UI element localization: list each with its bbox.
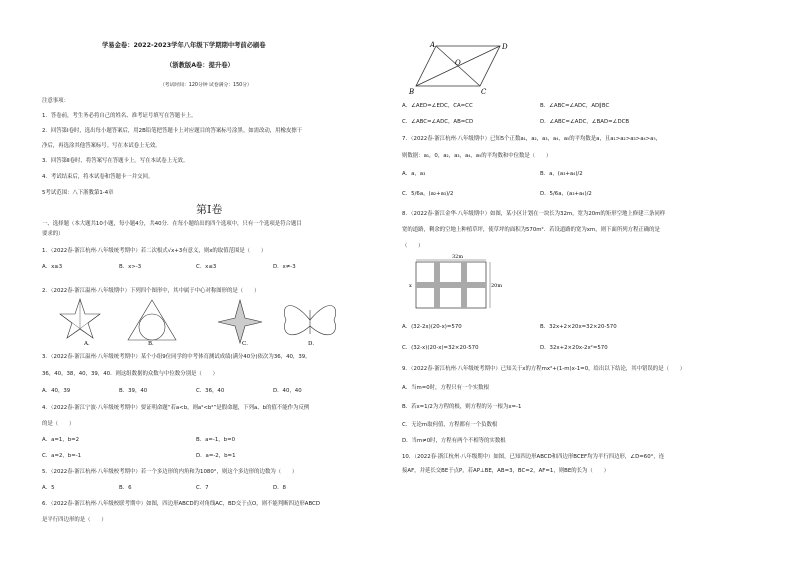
page-subtitle: （浙教版A卷：提升卷） — [166, 62, 234, 69]
label-a: A — [430, 41, 436, 49]
q5-option-c: C．7 — [196, 485, 209, 491]
q8-option-b: B．32x+2×20x=32×20-570 — [540, 324, 617, 330]
question-8-cont: 宽的道路，剩余的空地上种植草坪，使草坪的面积为570m²．若设道路的宽为xm，则下面所列方程正确的是 — [402, 227, 660, 233]
question-4-cont: 的是（ ） — [42, 421, 75, 427]
q6-option-d: D．∠ABC=∠ADC，∠BAD=∠DCB — [540, 119, 630, 125]
q4-option-b: B．a=-1，b=0 — [196, 437, 236, 443]
note-item: 4．考试结束后，将本试卷和答题卡一并交回。 — [42, 174, 154, 180]
q3-option-d: D．40，40 — [273, 388, 302, 394]
question-1: 1．（2022春·浙江杭州·八年级统考期中）若二次根式√x+3有意义，则x的取值范围是（ ） — [42, 248, 267, 254]
question-7-cont: 则数据：a₁，0，a₂，a₃，a₄，a₅的平均数和中位数是（ ） — [402, 153, 552, 159]
q3-option-c: C．36，40 — [196, 388, 225, 394]
q1-option-a: A．x≥3 — [42, 264, 63, 270]
question-5: 5．（2022春·浙江杭州·八年级校考期中）若一个多边形的内角和为1080°，则这个多边形的边数为（ ） — [42, 469, 298, 475]
note-item: 5考试范围：八下浙教第1-4章 — [42, 190, 114, 196]
q2-option-b: B． — [148, 341, 158, 346]
q9-option-c: C．无论m取何值，方程都有一个负数根 — [402, 422, 498, 428]
q8-road-figure — [404, 252, 504, 314]
four-point-star-figure — [218, 300, 262, 343]
label-b: B — [409, 88, 415, 96]
q5-option-b: B．6 — [119, 485, 132, 491]
q5-option-a: A．5 — [42, 485, 55, 491]
question-10: 10．（2022春·浙江杭州·八年级期中）如图，已知四边形ABCD和四边形BCEF均为平行四边形，∠D=60°，连 — [402, 454, 665, 460]
fig-width-label: 20m — [491, 283, 503, 289]
question-9: 9．（2022春·浙江杭州·八年级统考期中）已知关于x的方程mx²+(1-m)x-1=0，给出以下结论，其中错误的是（ ） — [402, 366, 686, 372]
question-8: 8．（2022春·浙江金华·八年级期中）如图，某小区计划在一块长为32m，宽为20m的矩形空地上修建三条同样 — [402, 211, 666, 217]
page-title: 学易金卷：2022-2023学年八年级下学期期中考前必刷卷 — [102, 42, 266, 49]
q6-parallelogram-figure — [404, 38, 514, 96]
q2-option-a: A． — [84, 341, 94, 346]
question-8-cont2: （ ） — [402, 243, 424, 249]
section-title: 第Ⅰ卷 — [196, 203, 223, 216]
q8-option-d: D．32x+2×20x-2x²=570 — [540, 345, 608, 351]
q6-option-b: B．∠ABC=∠ADC，AD∥BC — [540, 103, 610, 109]
question-6: 6．（2022春·浙江杭州·八年级校联考期中）如图，四边形ABCD的对角线AC，BD交于点O，则不能判断四边形ABCD — [42, 501, 320, 507]
q7-option-a: A．a，a₃ — [402, 171, 426, 177]
q2-figures — [40, 296, 360, 346]
question-2: 2．（2022春·浙江温州·八年级期中）下列四个图形中，其中属于中心对称图形的是（ ） — [42, 288, 260, 294]
question-4: 4．（2022春·浙江宁波·八年级统考期中）要证明命题“若a<b，则a²<b²”是假命题，下列a、b的值不能作为反例 — [42, 405, 310, 411]
q3-option-a: A．40，39 — [42, 388, 71, 394]
q4-option-d: D．a=-2，b=1 — [196, 453, 236, 459]
q6-option-a: A．∠AED=∠EDC，CA=CC — [402, 103, 473, 109]
label-c: C — [481, 88, 487, 96]
question-6-cont: 是平行四边形的是（ ） — [42, 517, 107, 523]
note-item: 1．答卷前，考生务必将自己的姓名、准考证号填写在答题卡上。 — [42, 113, 197, 119]
notes-heading: 注意事项： — [42, 98, 69, 104]
q2-option-d: D． — [308, 341, 318, 346]
q8-option-a: A．(32-2x)(20-x)=570 — [402, 324, 462, 330]
question-10-cont: 接AF，并延长交BE于点P，若AP⊥BE，AB=3，BC=2，AF=1，则BE的长为（ ） — [402, 468, 609, 474]
q3-option-b: B．39，40 — [119, 388, 148, 394]
section-intro: 要求的） — [42, 231, 64, 237]
question-3-cont: 36，40，38，40，39，40．则这组数据的众数与中位数分别是（ ） — [42, 371, 218, 377]
label-o: O — [455, 59, 461, 67]
q7-option-d: D．5/6a，(a₃+a₄)/2 — [540, 191, 592, 197]
note-item: 净后，再选涂其他答案标号。写在本试卷上无效。 — [42, 143, 161, 149]
q6-option-c: C．∠ABC=∠ADC，AB=CD — [402, 119, 474, 125]
q1-option-b: B．x>-3 — [119, 264, 142, 270]
label-d: D — [502, 43, 508, 51]
exam-meta: （考试时间：120分钟 试卷满分：150分） — [160, 83, 252, 88]
q1-option-d: D．x≠-3 — [273, 264, 296, 270]
question-3: 3．（2022春·浙江温州·八年级统考期中）某个小组9位同学的中考体育测试成绩(满分40分)依次为36，40，39， — [42, 354, 311, 360]
q2-option-c: C． — [242, 341, 252, 346]
q1-option-c: C．x≤3 — [196, 264, 217, 270]
question-7: 7．（2022春·浙江杭州·八年级期中）已知5个正数a₁，a₂，a₃，a₄，a₅的平均数是a，且a₁>a₂>a₃>a₄>a₅， — [402, 136, 662, 142]
note-item: 2．回答第Ⅰ卷时，选出每小题答案后，用2B铅笔把答题卡上对应题目的答案标号涂黑。如需改动，用橡皮擦干 — [42, 128, 303, 134]
fig-x-label: x — [409, 283, 412, 289]
q8-option-c: C．(32-x)(20-x)=32×20-570 — [402, 345, 479, 351]
butterfly-figure — [284, 306, 335, 335]
q4-option-c: C．a=2，b=-1 — [42, 453, 82, 459]
q9-option-b: B．若x=1/2为方程的根，则方程的另一根为x=-1 — [402, 404, 522, 410]
circle-figure — [139, 314, 165, 340]
section-intro: 一、选择题（本大题共10小题，每小题4分，共40分．在每小题给出的四个选项中，只有一个选项是符合题目 — [42, 221, 302, 227]
note-item: 3．回答第Ⅱ卷时，将答案写在答题卡上。写在本试卷上无效。 — [42, 158, 189, 164]
q4-option-a: A．a=1，b=2 — [42, 437, 80, 443]
q7-option-b: B．a，(a₃+a₄)/2 — [540, 171, 583, 177]
q7-option-c: C．5/6a，(a₂+a₃)/2 — [402, 191, 454, 197]
q9-option-d: D．当m≠0时，方程有两个不相等的实数根 — [402, 438, 506, 444]
fig-length-label: 32m — [452, 254, 464, 260]
q5-option-d: D．8 — [273, 485, 286, 491]
q9-option-a: A．当m=0时，方程只有一个实数根 — [402, 385, 489, 391]
